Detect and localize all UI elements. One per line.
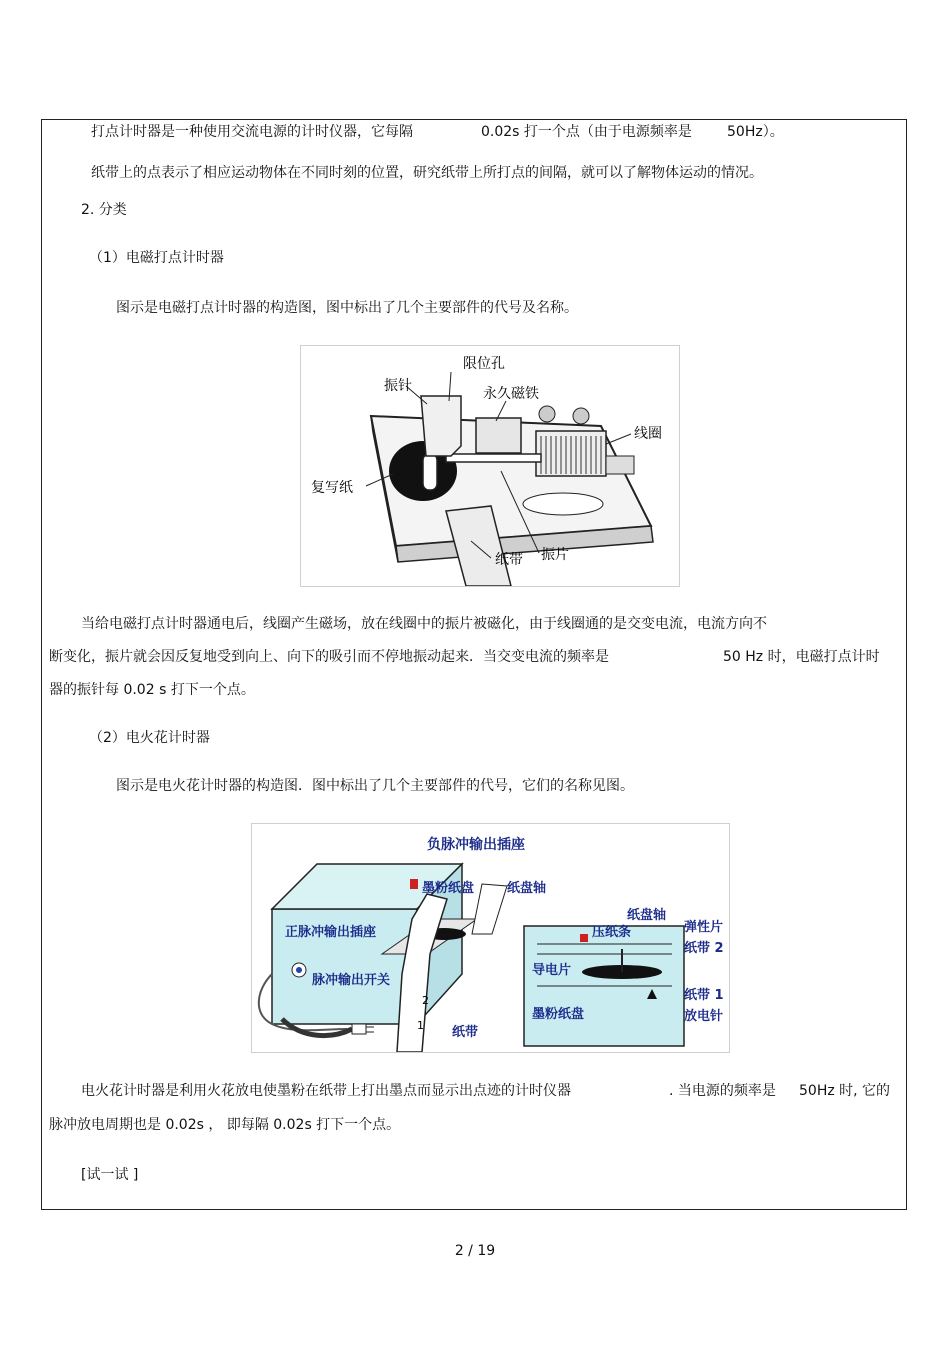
em-heading: （1）电磁打点计时器	[89, 250, 224, 266]
try-it-label: [试一试 ]	[81, 1167, 139, 1183]
spark-paragraph-1a: 电火花计时器是利用火花放电使墨粉在纸带上打出墨点而显示出点迹的计时仪器	[81, 1083, 571, 1099]
label-disc-axis-2: 纸盘轴	[627, 908, 667, 923]
label-tape: 纸带	[452, 1025, 479, 1040]
label-limit-hole: 限位孔	[463, 356, 505, 372]
label-tape-1: 纸带 1	[684, 988, 724, 1003]
intro-line-1a: 打点计时器是一种使用交流电源的计时仪器，它每隔	[91, 124, 413, 140]
label-press-bar: 压纸条	[592, 925, 632, 940]
electromagnetic-timer-figure	[300, 345, 680, 587]
label-tape-2: 纸带 2	[684, 941, 724, 956]
label-disc-axis: 纸盘轴	[507, 881, 547, 896]
spark-description: 图示是电火花计时器的构造图．图中标出了几个主要部件的代号，它们的名称见图。	[116, 778, 634, 794]
intro-line-1b: 0.02s 打一个点（由于电源频率是	[481, 124, 692, 140]
label-carbon-paper: 复写纸	[311, 480, 353, 496]
spark-heading: （2）电火花计时器	[89, 730, 210, 746]
label-num-1: 1	[417, 1019, 424, 1032]
label-ink-disc: 墨粉纸盘	[422, 881, 475, 896]
spark-timer-drawing	[252, 824, 729, 1052]
label-neg-socket: 负脉冲输出插座	[427, 837, 525, 853]
intro-line-1c: 50Hz）。	[727, 124, 784, 140]
section-heading: 2. 分类	[81, 202, 127, 218]
label-tape: 纸带	[495, 552, 523, 568]
em-paragraph-2a: 断变化，振片就会因反复地受到向上、向下的吸引而不停地振动起来．当交变电流的频率是	[49, 649, 609, 665]
em-description: 图示是电磁打点计时器的构造图，图中标出了几个主要部件的代号及名称。	[116, 300, 578, 316]
electromagnetic-timer-drawing	[301, 346, 679, 586]
label-coil: 线圈	[634, 426, 662, 442]
em-paragraph-1: 当给电磁打点计时器通电后，线圈产生磁场，放在线圈中的振片被磁化，由于线圈通的是交变电流，电流方向不	[81, 616, 767, 632]
label-pulse-switch: 脉冲输出开关	[312, 973, 391, 988]
label-magnet: 永久磁铁	[483, 386, 539, 402]
label-discharge-needle: 放电针	[684, 1009, 724, 1024]
label-needle: 振针	[384, 378, 412, 394]
spark-paragraph-1c: 50Hz 时, 它的	[799, 1083, 891, 1099]
label-pos-socket: 正脉冲输出插座	[285, 925, 377, 940]
em-paragraph-2b: 50 Hz 时，电磁打点计时	[723, 649, 880, 665]
label-vibrator: 振片	[541, 547, 569, 563]
label-spring-piece: 弹性片	[684, 920, 724, 935]
label-guide: 导电片	[532, 963, 572, 978]
label-ink-disc-2: 墨粉纸盘	[532, 1007, 585, 1022]
spark-paragraph-1b: . 当电源的频率是	[669, 1083, 776, 1099]
em-paragraph-3: 器的振针每 0.02 s 打下一个点。	[49, 682, 255, 698]
label-num-2: 2	[422, 994, 429, 1007]
spark-paragraph-2: 脉冲放电周期也是 0.02s ， 即每隔 0.02s 打下一个点。	[49, 1117, 401, 1133]
page-number: 2 / 19	[454, 1243, 496, 1259]
spark-timer-figure	[251, 823, 730, 1053]
intro-line-2: 纸带上的点表示了相应运动物体在不同时刻的位置，研究纸带上所打点的间隔，就可以了解物体运动的情况。	[91, 165, 763, 181]
